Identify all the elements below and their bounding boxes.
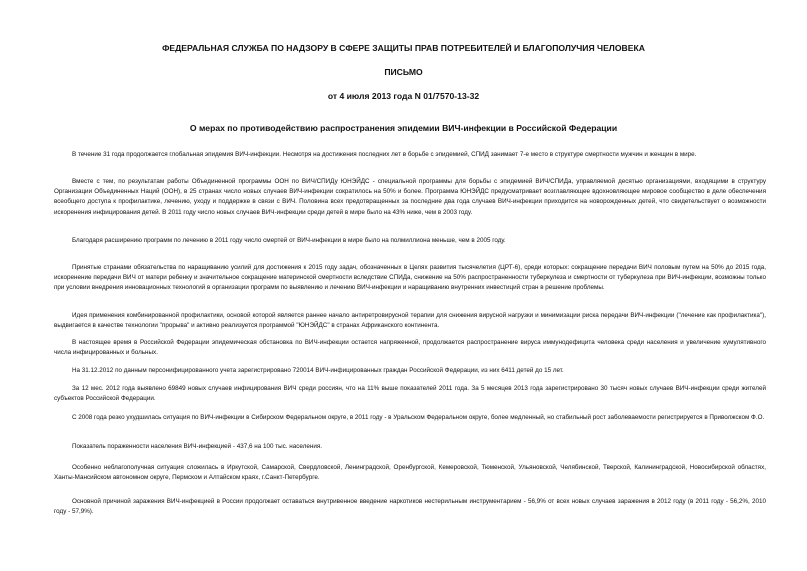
paragraph: Основной причиной заражения ВИЧ-инфекцией в России продолжает оставаться внутривенное введение наркотиков нестерильным инструментарием - 56,9% от всех новых случаев заражения в 2012 году (в 2011 году - 56,2%, 2010 году - 57,9%). bbox=[54, 498, 766, 516]
paragraph: Вместе с тем, по результатам работы Объединенной программы ООН по ВИЧ/СПИДу ЮНЭЙДС - специальной программы для борьбы с эпидемией ВИЧ/СПИДа, управляемой десятью организациями, входящими в структуру Организации Объединенных Наций (ООН), в 25 странах число новых случаев ВИЧ-инфекции сократилось на 50% и более. Программа ЮНЭЙДС предусматривает возглавляющее вдохновляющее мировое сообщество в деле обеспечения всеобщего доступа к профилактике, лечению, уходу и поддержке в связи с ВИЧ. Половина всех предотвращенных за последние два года случаев ВИЧ-инфекции приходится на новорожденных детей, что свидетельствует о возможности искоренения инфицирования детей. В 2011 году число новых случаев ВИЧ-инфекции среди детей в мире было на 43% ниже, чем в 2003 году. bbox=[54, 178, 766, 216]
paragraph: Идея применения комбинированной профилактики, основой которой является раннее начало антиретровирусной терапии для снижения вирусной нагрузки и минимизации риска передачи ВИЧ-инфекции ("лечение как профилактика"), выдвигается в качестве технологии "прорыва" и активно реализуется программой "ЮНЭЙДС" в странах Африканского континента. bbox=[54, 312, 766, 330]
paragraph: Принятые странами обязательства по наращиванию усилий для достижения к 2015 году задач, обозначенных в Целях развития тысячелетия (ЦРТ-6), среди которых: сокращение передачи ВИЧ половым путем на 50% до 2015 года, искоренение передачи ВИЧ от матери ребенку и значительное сокращение материнской смертности вследствие СПИДа, снижение на 50% распространенности туберкулеза и смертности от туберкулеза при ВИЧ-инфекции, возможны только при условии внедрения инновационных технологий в организации программ по выявлению и лечению ВИЧ-инфекции и наращиванию внутренних инвестиций стран в решение проблемы. bbox=[54, 264, 766, 292]
agency-heading: ФЕДЕРАЛЬНАЯ СЛУЖБА ПО НАДЗОРУ В СФЕРЕ ЗАЩИТЫ ПРАВ ПОТРЕБИТЕЛЕЙ И БЛАГОПОЛУЧИЯ ЧЕЛОВЕКА bbox=[162, 43, 645, 53]
paragraph: С 2008 года резко ухудшилась ситуация по ВИЧ-инфекции в Сибирском Федеральном округе, в 2011 году - в Уральском Федеральном округе, более медленный, но стабильный рост заболеваемости регистрируется в Приволжском Ф.О. bbox=[72, 414, 765, 421]
paragraph: В течение 31 года продолжается глобальная эпидемия ВИЧ-инфекции. Несмотря на достижения последних лет в борьбе с эпидемией, СПИД занимает 7-е место в структуре смертности мужчин и женщин в мире. bbox=[72, 151, 697, 158]
document-title: О мерах по противодействию распространения эпидемии ВИЧ-инфекции в Российской Федерации bbox=[189, 123, 618, 133]
document-date-number: от 4 июля 2013 года N 01/7570-13-32 bbox=[327, 91, 480, 101]
paragraph: Благодаря расширению программ по лечению в 2011 году число смертей от ВИЧ-инфекции в мире было на полмиллиона меньше, чем в 2005 году. bbox=[72, 237, 506, 244]
document-type: ПИСЬМО bbox=[384, 67, 423, 77]
paragraph: За 12 мес. 2012 года выявлено 69849 новых случаев инфицирования ВИЧ среди россиян, что на 11% выше показателей 2011 года. За 5 месяцев 2013 года зарегистрировано 30 тысяч новых случаев ВИЧ-инфекции среди жителей субъектов Российской Федерации. bbox=[54, 385, 766, 403]
paragraph: Особенно неблагополучная ситуация сложилась в Иркутской, Самарской, Свердловской, Ленинградской, Оренбургской, Кемеровской, Тюменской, Ульяновской, Челябинской, Тверской, Калининградской, Новосибирской областях, Ханты-Мансийском автономном округе, Пермском и Алтайском краях, г.Санкт-Петербурге. bbox=[54, 464, 766, 482]
paragraph: Показатель пораженности населения ВИЧ-инфекцией - 437,6 на 100 тыс. населения. bbox=[72, 443, 323, 450]
paragraph: На 31.12.2012 по данным персонифицированного учета зарегистрировано 720014 ВИЧ-инфицированных граждан Российской Федерации, из них 6411 детей до 15 лет. bbox=[72, 367, 564, 374]
paragraph: В настоящее время в Российской Федерации эпидемическая обстановка по ВИЧ-инфекции остается напряженной, продолжается распространение вируса иммунодефицита человека среди населения и увеличение кумулятивного числа инфицированных и больных. bbox=[54, 339, 766, 357]
